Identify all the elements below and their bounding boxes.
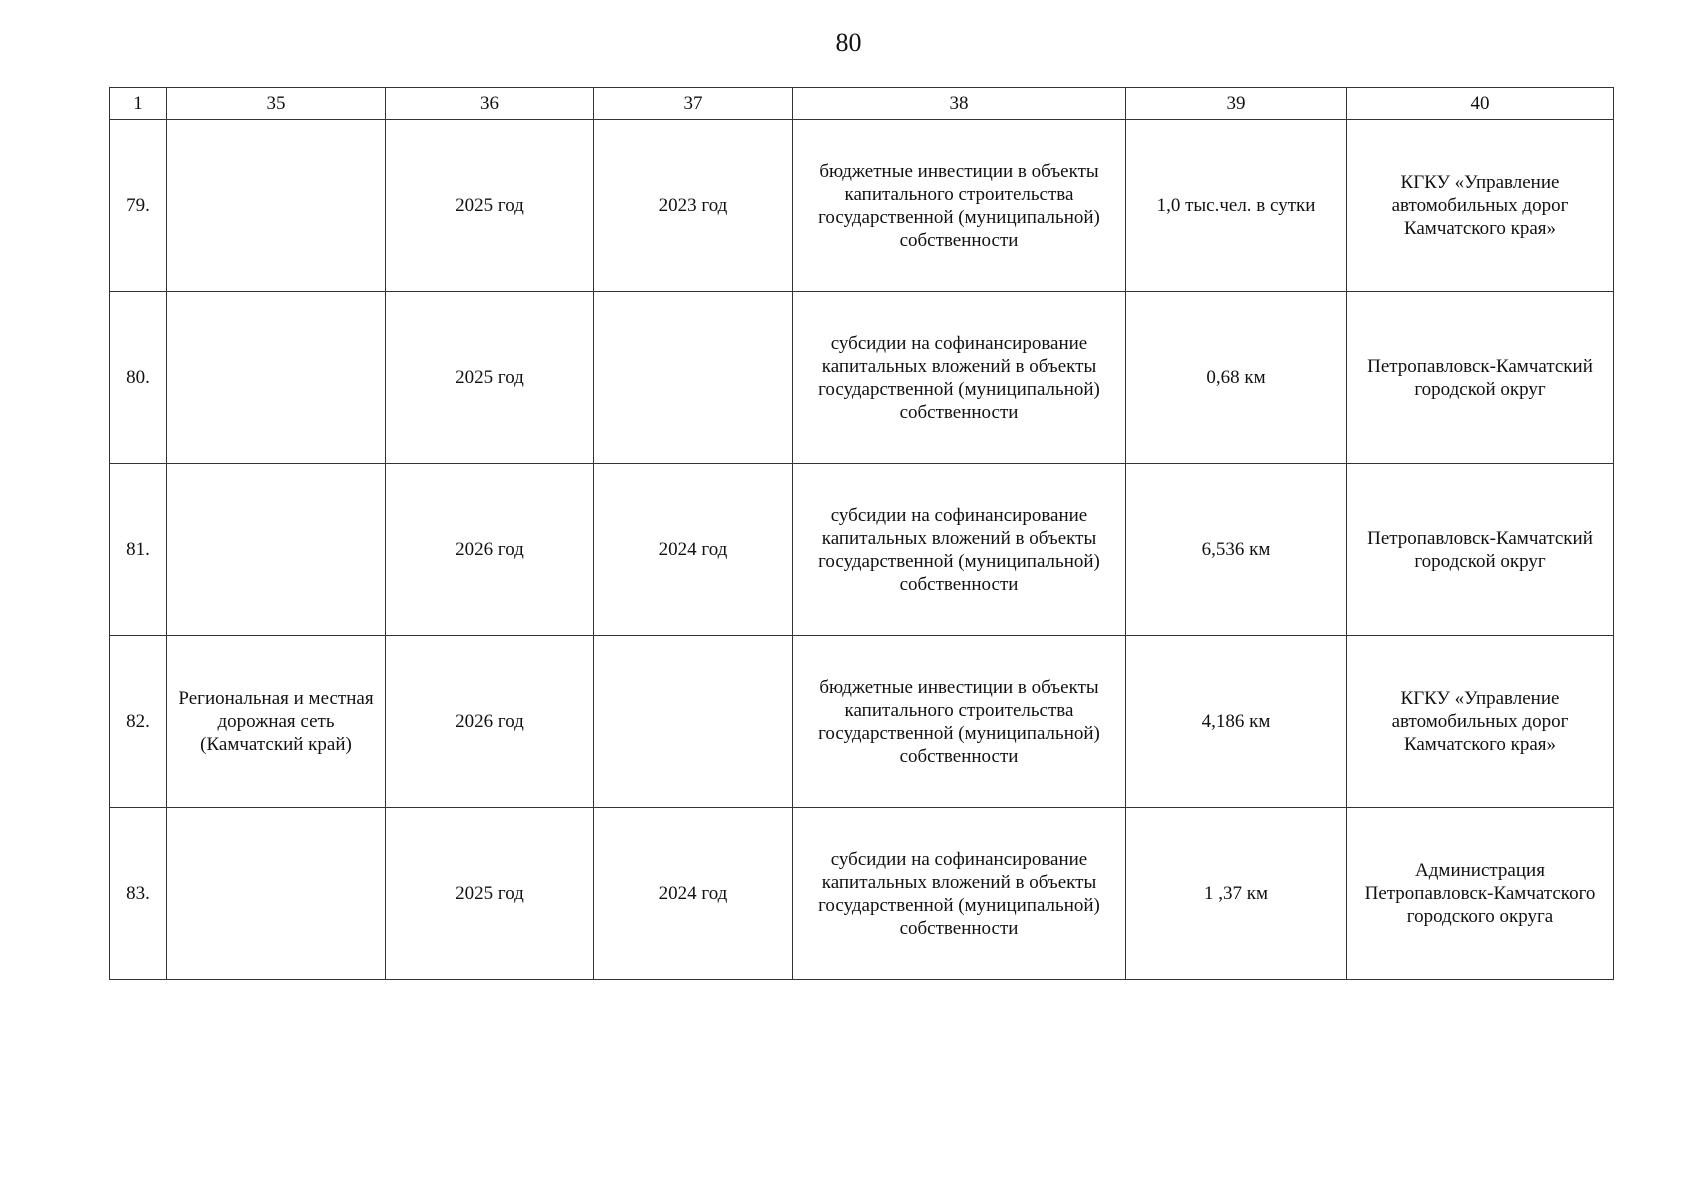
table-row [110,292,1614,464]
header-col-39: 39 [1126,88,1347,120]
cell-col-38: субсидии на софинансирование капитальных вложений в объекты государственной (муниципальной) собственности [793,464,1126,636]
cell-col-39: 6,536 км [1126,464,1347,636]
cell-col-40: Петропавловск-Камчатский городской округ [1347,292,1614,464]
cell-col-38: субсидии на софинансирование капитальных вложений в объекты государственной (муниципальной) собственности [793,292,1126,464]
header-col-1: 1 [110,88,167,120]
cell-col-35 [167,464,386,636]
cell-col-35: Региональная и местная дорожная сеть (Камчатский край) [167,636,386,808]
header-col-40: 40 [1347,88,1614,120]
header-col-35: 35 [167,88,386,120]
row-number: 83. [110,808,167,980]
row-number: 79. [110,120,167,292]
header-row [110,88,1614,120]
cell-col-40: КГКУ «Управление автомобильных дорог Камчатского края» [1347,120,1614,292]
cell-col-39: 1,0 тыс.чел. в сутки [1126,120,1347,292]
cell-col-35 [167,120,386,292]
cell-col-36: 2025 год [386,808,594,980]
table-row [110,636,1614,808]
cell-col-37: 2023 год [594,120,793,292]
cell-col-39: 1 ,37 км [1126,808,1347,980]
cell-col-36: 2025 год [386,120,594,292]
cell-col-40: Петропавловск-Камчатский городской округ [1347,464,1614,636]
cell-col-40: Администрация Петропавловск-Камчатского городского округа [1347,808,1614,980]
cell-col-36: 2025 год [386,292,594,464]
cell-col-39: 0,68 км [1126,292,1347,464]
cell-col-39: 4,186 км [1126,636,1347,808]
data-table [109,87,1614,980]
cell-col-38: субсидии на софинансирование капитальных вложений в объекты государственной (муниципальной) собственности [793,808,1126,980]
cell-col-37 [594,636,793,808]
cell-col-35 [167,292,386,464]
header-col-37: 37 [594,88,793,120]
header-col-38: 38 [793,88,1126,120]
cell-col-36: 2026 год [386,464,594,636]
cell-col-38: бюджетные инвестиции в объекты капитального строительства государственной (муниципальной) собственности [793,636,1126,808]
table-row [110,808,1614,980]
header-col-36: 36 [386,88,594,120]
row-number: 82. [110,636,167,808]
cell-col-36: 2026 год [386,636,594,808]
cell-col-38: бюджетные инвестиции в объекты капитального строительства государственной (муниципальной) собственности [793,120,1126,292]
cell-col-37: 2024 год [594,808,793,980]
page-number: 80 [835,28,862,57]
row-number: 80. [110,292,167,464]
table-row [110,464,1614,636]
cell-col-35 [167,808,386,980]
cell-col-40: КГКУ «Управление автомобильных дорог Камчатского края» [1347,636,1614,808]
cell-col-37 [594,292,793,464]
table-row [110,120,1614,292]
row-number: 81. [110,464,167,636]
cell-col-37: 2024 год [594,464,793,636]
